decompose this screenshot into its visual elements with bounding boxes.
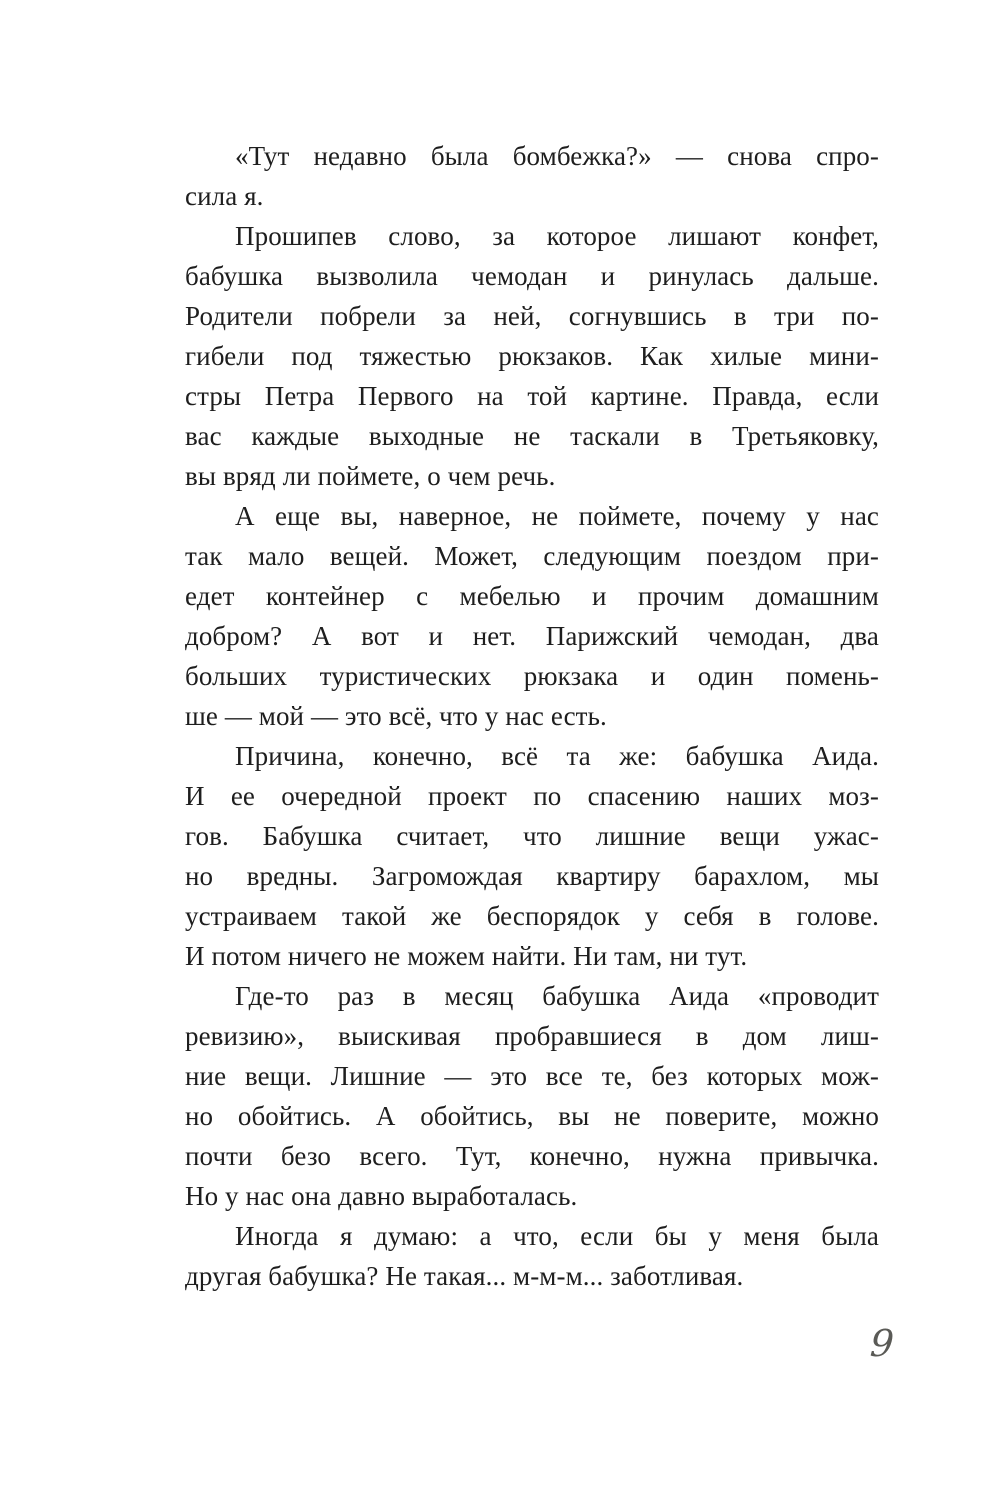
text-line: гибели под тяжестью рюкзаков. Как хилые мини- — [185, 341, 879, 371]
text-line: бабушка вызволила чемодан и ринулась дальше. — [185, 261, 879, 291]
text-line: гов. Бабушка считает, что лишние вещи ужас- — [185, 821, 879, 851]
text-line: И потом ничего не можем найти. Ни там, ни тут. — [185, 941, 748, 971]
text-line: почти безо всего. Тут, конечно, нужна привычка. — [185, 1141, 879, 1171]
text-line: И ее очередной проект по спасению наших моз- — [185, 781, 879, 811]
text-line: сила я. — [185, 181, 264, 211]
text-line: устраиваем такой же беспорядок у себя в голове. — [185, 901, 879, 931]
text-line: больших туристических рюкзака и один помень- — [185, 661, 879, 691]
page-number: 9 — [868, 1322, 896, 1365]
text-line: Прошипев слово, за которое лишают конфет, — [235, 221, 879, 251]
text-line: ние вещи. Лишние — это все те, без которых мож- — [185, 1061, 879, 1091]
text-line: Но у нас она давно выработалась. — [185, 1181, 578, 1211]
text-line: добром? А вот и нет. Парижский чемодан, два — [185, 621, 879, 651]
text-line: другая бабушка? Не такая... м-м-м... заботливая. — [185, 1261, 744, 1291]
text-line: «Тут недавно была бомбежка?» — снова спро- — [235, 141, 879, 171]
text-line: Причина, конечно, всё та же: бабушка Аида. — [235, 741, 879, 771]
text-line: стры Петра Первого на той картине. Правда, если — [185, 381, 879, 411]
text-line: но обойтись. А обойтись, вы не поверите, можно — [185, 1101, 879, 1131]
text-line: Иногда я думаю: а что, если бы у меня была — [235, 1221, 879, 1251]
text-line: ше — мой — это всё, что у нас есть. — [185, 701, 607, 731]
text-block — [185, 136, 879, 1296]
text-line: вы вряд ли поймете, о чем речь. — [185, 461, 556, 491]
text-line: так мало вещей. Может, следующим поездом при- — [185, 541, 879, 571]
text-line: вас каждые выходные не таскали в Третьяковку, — [185, 421, 879, 451]
text-line: но вредны. Загромождая квартиру барахлом, мы — [185, 861, 879, 891]
text-line: Родители побрели за ней, согнувшись в три по- — [185, 301, 879, 331]
text-line: Где-то раз в месяц бабушка Аида «проводит — [235, 981, 879, 1011]
text-line: А еще вы, наверное, не поймете, почему у нас — [235, 501, 879, 531]
text-line: ревизию», выискивая пробравшиеся в дом лиш- — [185, 1021, 879, 1051]
text-line: едет контейнер с мебелью и прочим домашним — [185, 581, 879, 611]
